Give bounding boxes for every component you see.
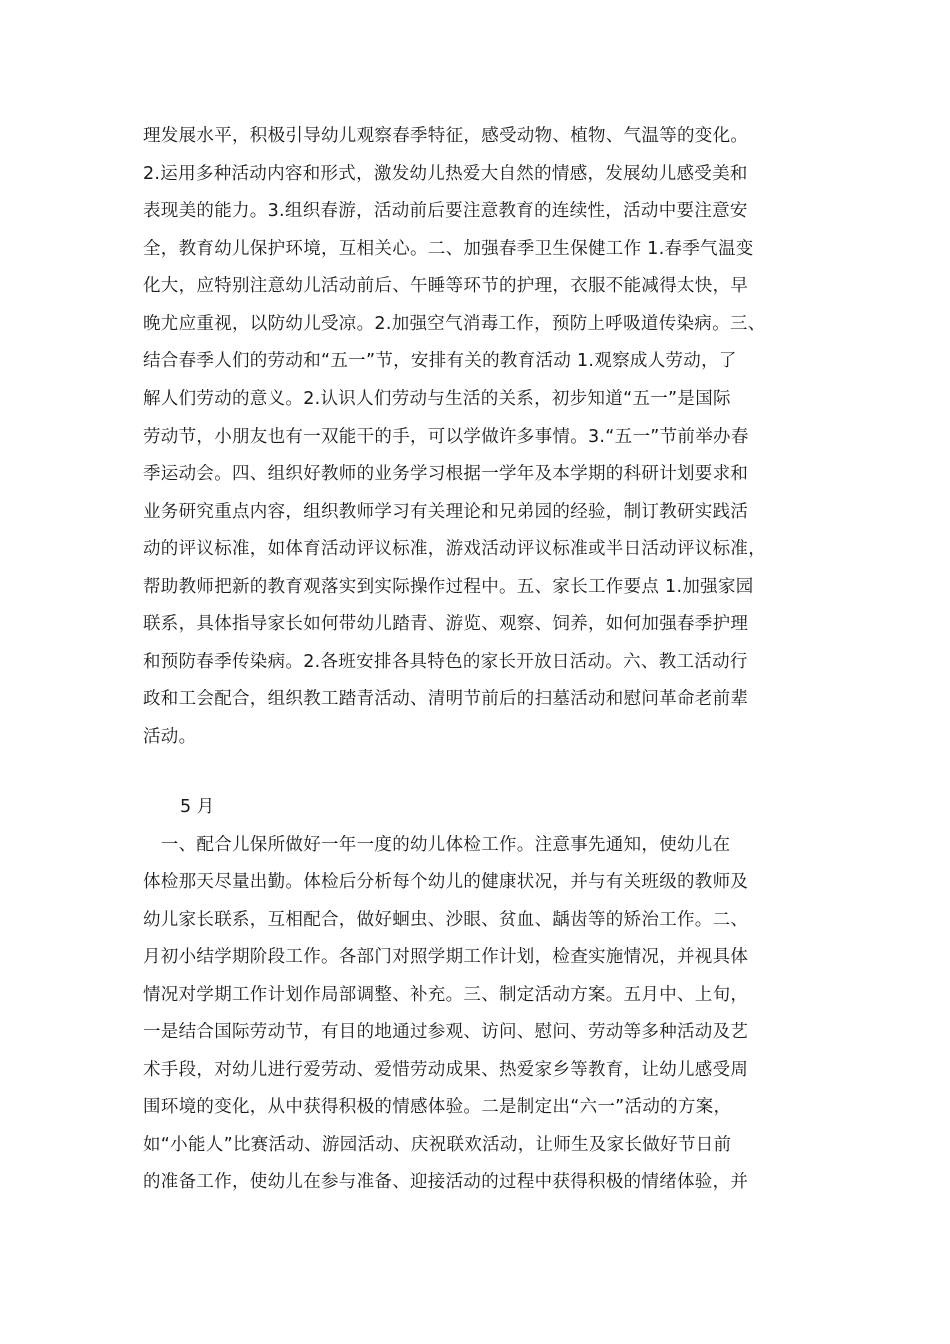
- section-heading-may: 5 月: [180, 797, 215, 817]
- paragraph-line: 业务研究重点内容，组织教师学习有关理论和兄弟园的经验，制订教研实践活: [143, 502, 749, 522]
- paragraph-line: 解人们劳动的意义。2.认识人们劳动与生活的关系，初步知道“五一”是国际: [143, 389, 731, 409]
- paragraph-line: 月初小结学期阶段工作。各部门对照学期工作计划，检查实施情况，并视具体: [143, 947, 749, 967]
- paragraph-line: 一、配合儿保所做好一年一度的幼儿体检工作。注意事先通知，使幼儿在: [143, 835, 731, 855]
- paragraph-line: 幼儿家长联系，互相配合，做好蛔虫、沙眼、贫血、龋齿等的矫治工作。二、: [143, 910, 749, 930]
- paragraph-line: 术手段，对幼儿进行爱劳动、爱惜劳动成果、热爱家乡等教育，让幼儿感受周: [143, 1060, 749, 1080]
- paragraph-line: 政和工会配合，组织教工踏青活动、清明节前后的扫墓活动和慰问革命老前辈: [143, 689, 749, 709]
- paragraph-line: 联系，具体指导家长如何带幼儿踏青、游览、观察、饲养，如何加强春季护理: [143, 614, 749, 634]
- paragraph-line: 表现美的能力。3.组织春游，活动前后要注意教育的连续性，活动中要注意安: [143, 201, 748, 221]
- paragraph-line: 围环境的变化，从中获得积极的情感体验。二是制定出“六一”活动的方案，: [143, 1097, 732, 1117]
- paragraph-line: 帮助教师把新的教育观落实到实际操作过程中。五、家长工作要点 1.加强家园: [143, 577, 754, 597]
- paragraph-line: 的准备工作，使幼儿在参与准备、迎接活动的过程中获得积极的情绪体验，并: [143, 1172, 749, 1192]
- paragraph-line: 化大，应特别注意幼儿活动前后、午睡等环节的护理，衣服不能减得太快，早: [143, 276, 749, 296]
- paragraph-line: 2.运用多种活动内容和形式，激发幼儿热爱大自然的情感，发展幼儿感受美和: [143, 164, 748, 184]
- paragraph-line: 劳动节，小朋友也有一双能干的手，可以学做许多事情。3.“五一”节前举办春: [143, 427, 749, 447]
- paragraph-line: 季运动会。四、组织好教师的业务学习根据一学年及本学期的科研计划要求和: [143, 464, 749, 484]
- paragraph-line: 晚尤应重视，以防幼儿受凉。2.加强空气消毒工作，预防上呼吸道传染病。三、: [143, 314, 766, 334]
- paragraph-line: 动的评议标准，如体育活动评议标准，游戏活动评议标准或半日活动评议标准，: [143, 539, 766, 559]
- paragraph-line: 情况对学期工作计划作局部调整、补充。三、制定活动方案。五月中、上旬，: [143, 985, 749, 1005]
- paragraph-line: 一是结合国际劳动节，有目的地通过参观、访问、慰问、劳动等多种活动及艺: [143, 1022, 749, 1042]
- paragraph-line: 结合春季人们的劳动和“五一”节，安排有关的教育活动 1.观察成人劳动，了: [143, 351, 737, 371]
- paragraph-line: 活动。: [143, 727, 197, 747]
- paragraph-line: 全，教育幼儿保护环境，互相关心。二、加强春季卫生保健工作 1.春季气温变: [143, 239, 754, 259]
- paragraph-line: 和预防春季传染病。2.各班安排各具特色的家长开放日活动。六、教工活动行: [143, 652, 748, 672]
- paragraph-line: 如“小能人”比赛活动、游园活动、庆祝联欢活动，让师生及家长做好节日前: [143, 1135, 732, 1155]
- paragraph-line: 体检那天尽量出勤。体检后分析每个幼儿的健康状况，并与有关班级的教师及: [143, 872, 749, 892]
- paragraph-line: 理发展水平，积极引导幼儿观察春季特征，感受动物、植物、气温等的变化。: [143, 126, 749, 146]
